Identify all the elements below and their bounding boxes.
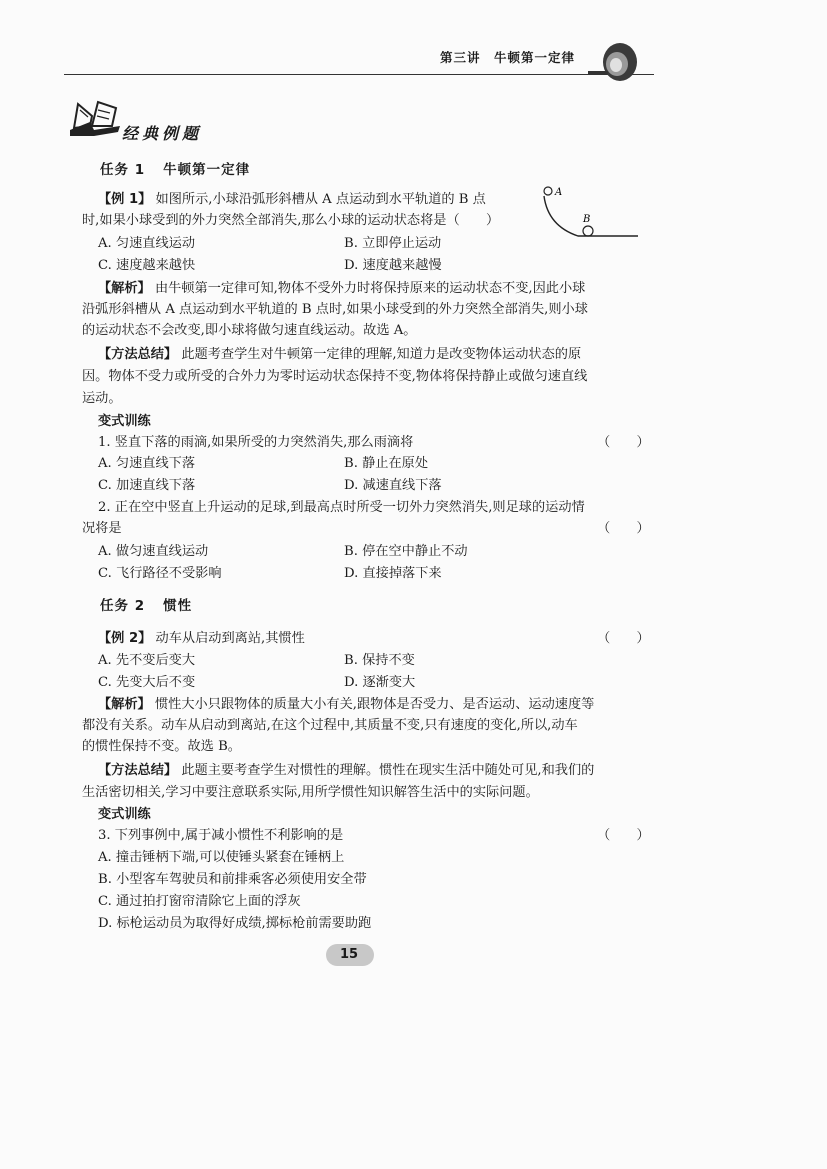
example-1-option-a: A. 匀速直线运动 xyxy=(98,236,196,251)
summary-2-line-1 xyxy=(98,759,594,778)
example-2-option-d: D. 逐渐变大 xyxy=(344,675,416,690)
example-1-text-1: 如图所示,小球沿弧形斜槽从 A 点运动到水平轨道的 B 点 xyxy=(155,192,486,207)
track-line xyxy=(544,196,638,236)
analysis-2-line-2: 都没有关系。动车从启动到离站,在这个过程中,其质量不变,只有速度的变化,所以,动车 xyxy=(82,718,578,733)
example-2-tag: 【例 2】 xyxy=(98,631,152,646)
ball-at-a xyxy=(544,187,552,195)
question-2-option-b: B. 停在空中静止不动 xyxy=(344,544,468,559)
summary-2-line-2: 生活密切相关,学习中要注意联系实际,用所学惯性知识解答生活中的实际问题。 xyxy=(82,785,539,800)
summary-2-text-1: 此题主要考查学生对惯性的理解。惯性在现实生活中随处可见,和我们的 xyxy=(181,763,595,778)
example-1-option-c: C. 速度越来越快 xyxy=(98,258,196,273)
question-1-option-d: D. 减速直线下落 xyxy=(344,478,442,493)
header-rule xyxy=(64,74,654,75)
example-2-option-c: C. 先变大后不变 xyxy=(98,675,196,690)
example-1-line-1 xyxy=(98,188,486,207)
example-1-option-b: B. 立即停止运动 xyxy=(344,236,442,251)
question-3-option-a: A. 撞击锤柄下端,可以使锤头紧套在锤柄上 xyxy=(98,850,345,865)
chapter-disc-icon xyxy=(588,40,638,84)
question-1-text: 1. 竖直下落的雨滴,如果所受的力突然消失,那么雨滴将 xyxy=(98,435,414,450)
question-1-option-a: A. 匀速直线下落 xyxy=(98,456,196,471)
summary-1-tag: 【方法总结】 xyxy=(98,347,178,362)
practice-2-title: 变式训练 xyxy=(98,807,151,822)
question-1-option-b: B. 静止在原处 xyxy=(344,456,429,471)
page-number: 15 xyxy=(340,947,359,962)
question-2-bracket: （ ） xyxy=(597,521,650,536)
summary-2-tag: 【方法总结】 xyxy=(98,763,178,778)
analysis-1-line-2: 沿弧形斜槽从 A 点运动到水平轨道的 B 点时,如果小球受到的外力突然全部消失,则小球 xyxy=(82,302,588,317)
analysis-2-tag: 【解析】 xyxy=(98,697,151,712)
example-1-tag: 【例 1】 xyxy=(98,192,152,207)
analysis-1-tag: 【解析】 xyxy=(98,281,151,296)
task-1-label: 任务 1 xyxy=(100,162,146,178)
summary-1-line-2: 因。物体不受力或所受的合外力为零时运动状态保持不变,物体将保持静止或做匀速直线 xyxy=(82,369,588,384)
question-2-line-1: 2. 正在空中竖直上升运动的足球,到最高点时所受一切外力突然消失,则足球的运动情 xyxy=(98,500,585,515)
open-book-icon xyxy=(68,100,122,138)
task-1-heading xyxy=(100,158,250,178)
question-2-option-d: D. 直接掉落下来 xyxy=(344,566,442,581)
analysis-1-text-1: 由牛顿第一定律可知,物体不受外力时将保持原来的运动状态不变,因此小球 xyxy=(154,281,586,296)
example-1-option-d: D. 速度越来越慢 xyxy=(344,258,442,273)
question-2-option-a: A. 做匀速直线运动 xyxy=(98,544,209,559)
practice-1-title: 变式训练 xyxy=(98,414,151,429)
summary-1-text-1: 此题考查学生对牛顿第一定律的理解,知道力是改变物体运动状态的原 xyxy=(181,347,582,362)
question-3-option-c: C. 通过拍打窗帘清除它上面的浮灰 xyxy=(98,894,301,909)
question-1-bracket: （ ） xyxy=(597,435,650,450)
question-3-option-b: B. 小型客车驾驶员和前排乘客必须使用安全带 xyxy=(98,872,367,887)
ball-at-b xyxy=(583,226,593,236)
question-3-bracket: （ ） xyxy=(597,828,650,843)
chapter-title: 第三讲 牛顿第一定律 xyxy=(440,50,576,65)
point-a-label: A xyxy=(555,187,563,198)
question-3-text: 3. 下列事例中,属于减小惯性不利影响的是 xyxy=(98,828,344,843)
task-2-title: 惯性 xyxy=(163,598,193,614)
analysis-1-line-3: 的运动状态不会改变,即小球将做匀速直线运动。故选 A。 xyxy=(82,323,417,338)
example-2-option-b: B. 保持不变 xyxy=(344,653,415,668)
summary-1-line-3: 运动。 xyxy=(82,391,122,406)
example-2-line xyxy=(98,627,305,646)
question-3-option-d: D. 标枪运动员为取得好成绩,掷标枪前需要助跑 xyxy=(98,916,372,931)
point-b-label: B xyxy=(583,214,591,225)
question-1-option-c: C. 加速直线下落 xyxy=(98,478,196,493)
example-2-option-a: A. 先不变后变大 xyxy=(98,653,196,668)
analysis-2-text-1: 惯性大小只跟物体的质量大小有关,跟物体是否受力、是否运动、运动速度等 xyxy=(154,697,595,712)
section-title: 经典例题 xyxy=(122,124,203,143)
example-2-text: 动车从启动到离站,其惯性 xyxy=(155,631,305,646)
analysis-2-line-3: 的惯性保持不变。故选 B。 xyxy=(82,739,241,754)
analysis-2-line-1 xyxy=(98,693,594,712)
example-2-bracket: （ ） xyxy=(597,631,650,646)
curved-track-figure xyxy=(538,186,642,244)
task-2-label: 任务 2 xyxy=(100,598,146,614)
task-2-heading xyxy=(100,594,192,614)
example-1-line-2: 时,如果小球受到的外力突然全部消失,那么小球的运动状态将是（ ） xyxy=(82,213,500,228)
summary-1-line-1 xyxy=(98,343,581,362)
question-2-line-2: 况将是 xyxy=(82,521,122,536)
task-1-title: 牛顿第一定律 xyxy=(163,162,251,178)
question-2-option-c: C. 飞行路径不受影响 xyxy=(98,566,222,581)
analysis-1-line-1 xyxy=(98,277,585,296)
